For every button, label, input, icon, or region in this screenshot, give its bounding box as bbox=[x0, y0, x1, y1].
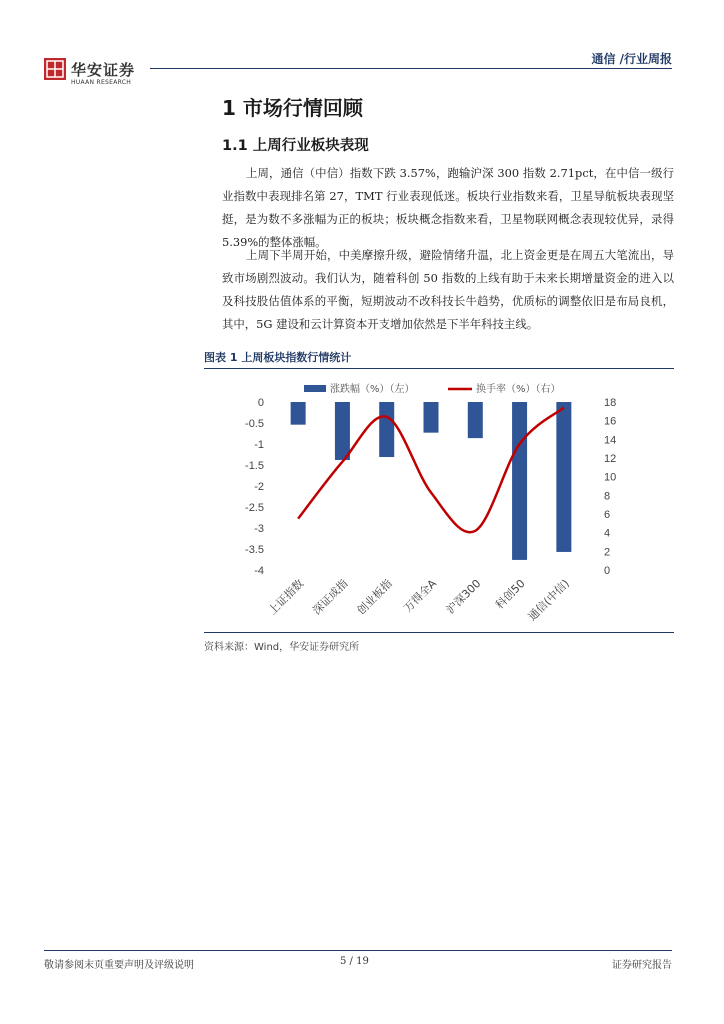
logo-text-cn: 华安证券 bbox=[71, 61, 136, 79]
chart bbox=[204, 376, 674, 632]
section-label: 通信 /行业周报 bbox=[591, 52, 672, 66]
bar bbox=[468, 402, 483, 438]
section-title: 1 市场行情回顾 bbox=[222, 96, 363, 120]
y-left-tick-label: -2.5 bbox=[245, 502, 264, 514]
y-left-tick-label: -1 bbox=[254, 439, 264, 451]
legend-label-line: 换手率（%）（右） bbox=[476, 384, 561, 395]
footer-report-type: 证券研究报告 bbox=[612, 960, 672, 971]
bar bbox=[512, 402, 527, 560]
x-tick-label: 创业板指 bbox=[354, 576, 395, 618]
x-tick-label: 沪深300 bbox=[443, 576, 484, 617]
paragraph-1: 上周，通信（中信）指数下跌 3.57%，跑输沪深 300 指数 2.71pct，在中信一级行业指数中表现排名第 27，TMT 行业表现低迷。板块行业指数来看，卫星导航板块表现坚挺，是为数不多涨幅为正的板块；板块概念指数来看，卫星物联网概念表现较优异，录得 5.39%的整体涨幅。 bbox=[222, 166, 674, 249]
footer-divider bbox=[44, 950, 672, 951]
y-right-tick-label: 4 bbox=[604, 527, 611, 540]
y-left-tick-label: -3.5 bbox=[245, 544, 264, 556]
figure-source: 资料来源：Wind，华安证券研究所 bbox=[204, 642, 360, 653]
y-right-tick-label: 0 bbox=[604, 565, 611, 577]
bar bbox=[291, 402, 306, 425]
x-tick-label: 上证指数 bbox=[265, 576, 307, 618]
y-right-tick-label: 10 bbox=[604, 471, 617, 484]
y-left-tick-label: -1.5 bbox=[245, 460, 264, 472]
figure-top-rule bbox=[204, 368, 674, 369]
logo-text-en: HUAAN RESEARCH bbox=[71, 79, 132, 86]
y-right-tick-label: 8 bbox=[604, 490, 611, 503]
bar bbox=[556, 402, 571, 552]
footer-disclaimer: 敬请参阅末页重要声明及评级说明 bbox=[44, 960, 194, 971]
legend-label-bar: 涨跌幅（%）（左） bbox=[330, 384, 415, 395]
y-right-tick-label: 12 bbox=[604, 453, 617, 465]
header-divider bbox=[150, 68, 672, 69]
y-left-tick-label: -2 bbox=[254, 481, 264, 493]
y-left-tick-label: -3 bbox=[254, 523, 264, 535]
bar bbox=[379, 402, 394, 457]
y-right-tick-label: 6 bbox=[604, 509, 611, 521]
x-tick-label: 万得全A bbox=[401, 576, 440, 615]
y-left-tick-label: 0 bbox=[257, 397, 264, 409]
logo-mark bbox=[44, 58, 66, 80]
company-logo bbox=[44, 58, 144, 86]
y-left-tick-label: -4 bbox=[254, 565, 264, 577]
y-right-tick-label: 16 bbox=[604, 415, 617, 428]
x-tick-label: 通信(中信) bbox=[525, 576, 572, 624]
y-right-tick-label: 18 bbox=[604, 397, 617, 409]
x-tick-label: 科创50 bbox=[493, 576, 528, 612]
figure-title: 图表 1 上周板块指数行情统计 bbox=[204, 351, 352, 364]
page-number: 5 / 19 bbox=[340, 956, 369, 967]
paragraph-2: 上周下半周开始，中美摩擦升级，避险情绪升温，北上资金更是在周五大笔流出，导致市场剧烈波动。我们认为，随着科创 50 指数的上线有助于未来长期增量资金的进入以及科技股估值体系的平衡，短期波动不改科技长牛趋势，优质标的调整依旧是布局良机，其中，5G 建设和云计算资本开支增加依然是下半年科技主线。 bbox=[222, 248, 674, 331]
subsection-title: 1.1 上周行业板块表现 bbox=[222, 138, 369, 154]
x-tick-label: 深证成指 bbox=[310, 576, 351, 618]
legend-swatch-bar bbox=[304, 385, 326, 392]
y-left-tick-label: -0.5 bbox=[245, 418, 264, 430]
y-right-tick-label: 2 bbox=[604, 546, 611, 559]
y-right-tick-label: 14 bbox=[604, 434, 617, 447]
bar bbox=[335, 402, 350, 460]
bar bbox=[424, 402, 439, 433]
figure-bottom-rule bbox=[204, 632, 674, 633]
